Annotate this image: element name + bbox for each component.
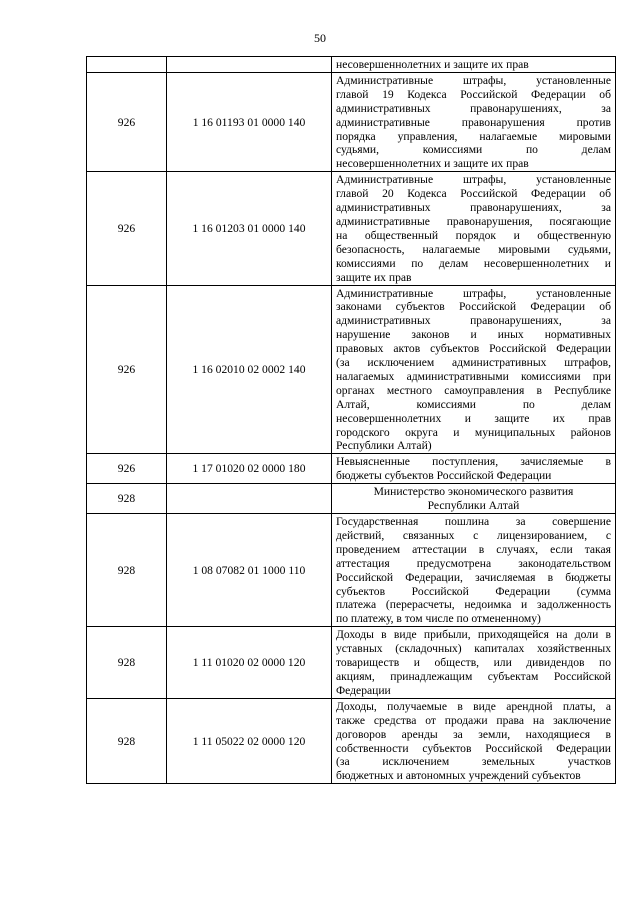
administrator-code-cell: 928 [87,514,167,627]
revenue-name-cell [332,698,616,783]
revenue-name-line: Российской Федерации, зачисляемая в бюджеты [336,570,611,584]
revenue-name-cell [332,285,616,454]
revenue-name-line: городского округа и муниципальных районов [336,425,611,439]
revenue-name-cell [332,172,616,285]
revenue-name-line: Доходы, получаемые в виде арендной платы, а [336,699,611,713]
revenue-name-cell [332,514,616,627]
revenue-name-line: на общественный порядок и общественную [336,228,611,242]
revenue-name-line: субъектов Российской Федерации (сумма [336,584,611,598]
revenue-name-line: бюджетных и автономных учреждений субъектов [336,769,581,783]
administrator-code-cell: 926 [87,285,167,454]
revenue-name-line: комиссиями по делам несовершеннолетних и [336,256,611,270]
revenue-name-line: Алтай, комиссиями по делам [336,397,611,411]
revenue-name-line: (за исключением земельных участков [336,755,611,769]
table-row [87,172,616,285]
revenue-name-line: Невыясненные поступления, зачисляемые в [336,455,611,469]
revenue-name-line: налагаемых административными комиссиями при [336,369,611,383]
table-row [87,514,616,627]
revenue-name-line: по платежу, в том числе по отмененному) [336,612,541,626]
budget-classification-code-cell [167,484,332,514]
budget-classification-code-cell: 1 17 01020 02 0000 180 [167,454,332,484]
revenue-name-line: проведением аттестации в случаях, если такая [336,542,611,556]
revenue-name-line: собственности субъектов Российской Федерации [336,741,611,755]
budget-classification-code-cell: 1 16 01193 01 0000 140 [167,72,332,171]
administrator-code-cell: 928 [87,484,167,514]
revenue-name-line: бюджеты субъектов Российской Федерации [336,469,552,483]
revenue-name-line: Доходы в виде прибыли, приходящейся на доли в [336,628,611,642]
table-row [87,72,616,171]
revenue-name-cell [332,627,616,699]
budget-classification-code-cell: 1 11 05022 02 0000 120 [167,698,332,783]
revenue-name-line: нарушение законов и иных нормативных [336,328,611,342]
revenue-name-line: правовых актов субъектов Российской Федерации [336,342,611,356]
table-row [87,627,616,699]
table-row [87,454,616,484]
revenue-name-cell [332,57,616,73]
table-row [87,57,616,73]
revenue-name-line: административные правонарушения против [336,115,611,129]
table-row [87,285,616,454]
revenue-name-line: также средства от продажи права на заключение [336,713,611,727]
administrator-code-cell: 926 [87,172,167,285]
revenue-name-line: уставных (складочных) капиталах хозяйственных [336,642,611,656]
revenue-name-line: Административные штрафы, установленные [336,73,611,87]
revenue-name-line: административных правонарушениях, за [336,314,611,328]
revenue-name-line: товариществ и обществ, или дивидендов по [336,656,611,670]
table-row [87,484,616,514]
revenue-name-line: несовершеннолетних и защите их прав [336,58,529,71]
budget-classification-code-cell: 1 16 01203 01 0000 140 [167,172,332,285]
revenue-name-line: несовершеннолетних и защите их прав [336,157,529,171]
revenue-name-line: безопасность, налагаемые мировыми судьями, [336,242,611,256]
revenue-name-line: судьями, комиссиями по делам [336,143,611,157]
revenue-name-cell [332,484,616,514]
revenue-name-line: несовершеннолетних и защите их прав [336,411,611,425]
revenue-name-line: действий, связанных с лицензированием, с [336,528,611,542]
revenue-name-line: договоров аренды за земли, находящиеся в [336,727,611,741]
revenue-name-line: Государственная пошлина за совершение [336,515,611,528]
revenue-name-line: главой 19 Кодекса Российской Федерации об [336,87,611,101]
revenue-name-line: административных правонарушениях, за [336,101,611,115]
administrator-code-cell: 928 [87,627,167,699]
revenue-name-line: Республики Алтай [427,499,520,513]
revenue-name-cell [332,72,616,171]
revenue-name-line: административные правонарушения, посягающие [336,214,611,228]
budget-classification-code-cell: 1 08 07082 01 1000 110 [167,514,332,627]
revenue-name-line: платежа (перерасчеты, недоимка и задолженность [336,598,611,612]
budget-classification-code-cell [167,57,332,73]
administrator-code-cell: 926 [87,72,167,171]
revenue-name-line: защите их прав [336,270,412,284]
revenue-name-line: Федерации [336,683,391,697]
administrator-code-cell: 926 [87,454,167,484]
revenue-name-line: (за исключением административных штрафов, [336,356,611,370]
budget-classification-code-cell: 1 11 01020 02 0000 120 [167,627,332,699]
budget-classification-code-cell: 1 16 02010 02 0002 140 [167,285,332,454]
budget-classification-table [86,56,616,784]
revenue-name-line: акциям, принадлежащим субъектам Российской [336,669,611,683]
revenue-name-line: органах местного самоуправления в Республике [336,383,611,397]
revenue-name-line: порядка управления, налагаемые мировыми [336,129,611,143]
revenue-name-cell [332,454,616,484]
revenue-name-line: Республики Алтай) [336,439,432,453]
revenue-name-line: Административные штрафы, установленные [336,286,611,300]
administrator-code-cell [87,57,167,73]
administrator-code-cell: 928 [87,698,167,783]
page-number: 50 [314,31,326,45]
revenue-name-line: административных правонарушениях, за [336,201,611,215]
table-row [87,698,616,783]
revenue-name-line: главой 20 Кодекса Российской Федерации об [336,187,611,201]
revenue-name-line: аттестация предусмотрена законодательством [336,556,611,570]
revenue-name-line: законами субъектов Российской Федерации об [336,300,611,314]
revenue-name-line: Министерство экономического развития [373,485,574,499]
revenue-name-line: Административные штрафы, установленные [336,173,611,187]
